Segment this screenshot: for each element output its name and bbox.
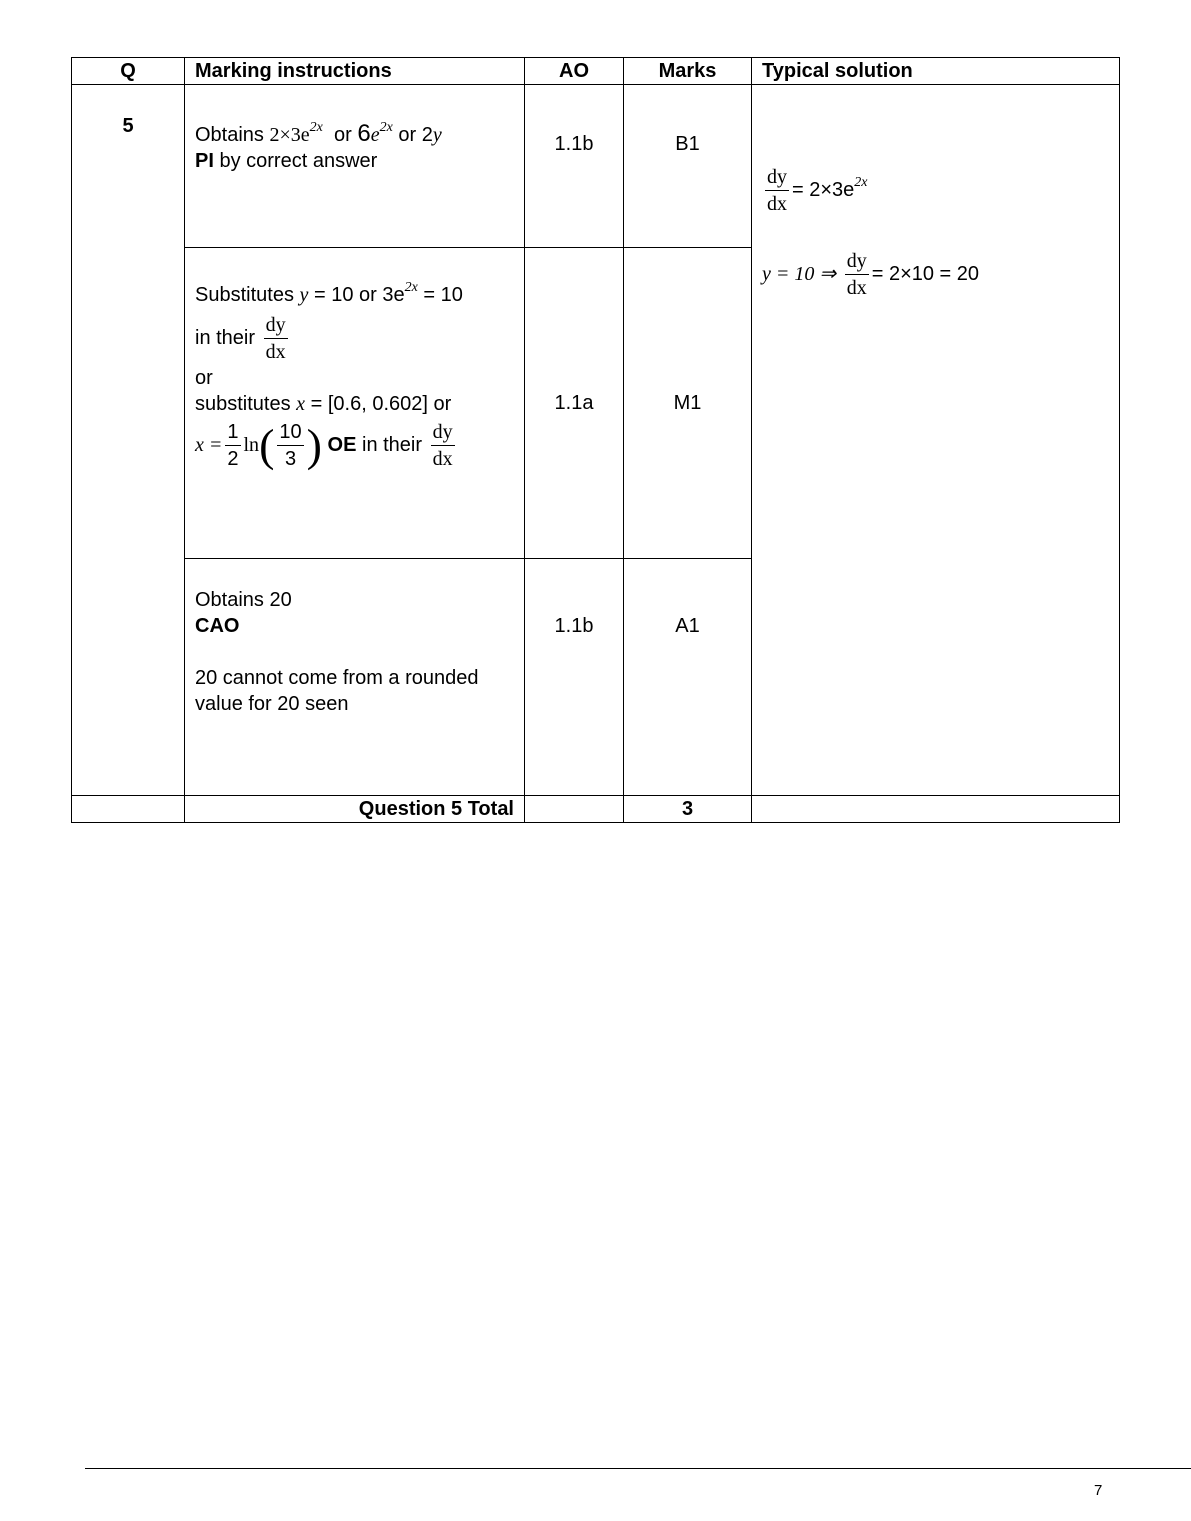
instruction-text: = [0.6, 0.602] or — [305, 393, 452, 415]
fraction-denominator: 3 — [284, 448, 297, 470]
math-term: e — [370, 124, 380, 146]
marks-b1: B1 — [624, 85, 752, 248]
instruction-text: or 2 — [398, 124, 433, 146]
fraction-numerator: dy — [431, 419, 455, 446]
math-term: y — [432, 124, 442, 146]
total-row — [72, 796, 1120, 823]
fraction-numerator: dy — [845, 248, 869, 275]
ten-thirds-fraction — [277, 419, 303, 472]
instruction-b1 — [185, 85, 525, 248]
question-number: 5 — [72, 85, 185, 796]
fraction-numerator: 1 — [225, 419, 240, 446]
math-term: = 10 — [308, 284, 354, 306]
header-q: Q — [72, 58, 185, 85]
total-empty-q — [72, 796, 185, 823]
page-number: 7 — [1094, 1482, 1103, 1499]
derivative-fraction — [431, 419, 455, 472]
math-term: 2×3e — [269, 124, 310, 146]
ao-a1: 1.1b — [525, 559, 624, 796]
mark-scheme — [71, 57, 1120, 823]
instruction-a1 — [185, 559, 525, 796]
marks-a1: A1 — [624, 559, 752, 796]
fraction-denominator: dx — [432, 448, 453, 470]
instruction-text: Obtains — [195, 124, 264, 146]
abbrev-pi: PI — [195, 150, 214, 172]
total-marks: 3 — [624, 796, 752, 823]
fraction-numerator: dy — [264, 312, 288, 339]
fraction-denominator: dx — [265, 341, 286, 363]
abbrev-cao: CAO — [195, 615, 240, 637]
derivative-fraction — [264, 312, 288, 365]
header-row — [72, 58, 1120, 85]
solution-line-1 — [762, 163, 1109, 217]
half-fraction — [225, 419, 240, 472]
math-term: = 10 — [417, 284, 463, 306]
math-term: = 2×10 = 20 — [871, 263, 980, 286]
total-label: Question 5 Total — [185, 796, 525, 823]
mark-scheme-table — [71, 57, 1120, 823]
typical-solution — [752, 85, 1120, 796]
math-term: y — [299, 284, 309, 306]
math-term: = 2×3e — [792, 179, 855, 201]
instruction-note: 20 cannot come from a rounded value for 20 seen — [195, 667, 479, 715]
math-term: 3e — [382, 284, 405, 306]
footer-divider — [85, 1468, 1191, 1469]
solution-line-2 — [762, 247, 1109, 301]
derivative-fraction — [845, 248, 869, 301]
header-marking-instructions: Marking instructions — [185, 58, 525, 85]
instruction-m1: Substitutes y = 10 or $3e^{2x} = 10$ in their $\frac{dy}{dx}$ or substitutes x = [0.6, 0.602] or x = $\frac{1}{2}$ ln( $\frac{10}{3}$ ) OE in their $\frac{dy}{dx}$ — [185, 248, 525, 559]
abbrev-oe: OE — [327, 433, 357, 456]
fraction-denominator: dx — [767, 193, 787, 216]
derivative-fraction — [765, 164, 789, 217]
fraction-numerator: dy — [765, 164, 789, 191]
instruction-text: or — [353, 284, 383, 306]
ao-m1: 1.1a — [525, 248, 624, 559]
math-exponent: 2x — [309, 120, 323, 136]
math-term: ln — [243, 433, 260, 456]
math-exponent: 2x — [404, 280, 418, 296]
instruction-text: or — [195, 367, 213, 389]
header-ao: AO — [525, 58, 624, 85]
ao-b1: 1.1b — [525, 85, 624, 248]
math-exponent: 2x — [379, 120, 393, 136]
instruction-text: in their — [356, 433, 423, 456]
math-term: y = 10 ⇒ — [762, 263, 837, 286]
math-term: x = — [195, 433, 223, 456]
header-typical-solution: Typical solution — [752, 58, 1120, 85]
total-empty-solution — [752, 796, 1120, 823]
marks-m1: M1 — [624, 248, 752, 559]
instruction-text: by correct answer — [213, 150, 378, 172]
instruction-text: or — [334, 124, 352, 146]
header-marks: Marks — [624, 58, 752, 85]
table-row — [72, 85, 1120, 248]
instruction-text: substitutes — [195, 393, 297, 415]
instruction-text: Substitutes — [195, 284, 294, 306]
instruction-text: Obtains 20 — [195, 589, 292, 611]
math-term: 6 — [357, 120, 371, 147]
total-empty-ao — [525, 796, 624, 823]
math-term: x — [296, 393, 306, 415]
fraction-denominator: dx — [846, 277, 867, 300]
math-expr — [269, 120, 323, 146]
fraction-denominator: 2 — [227, 448, 239, 470]
instruction-text: in their — [195, 326, 256, 349]
fraction-numerator: 10 — [277, 419, 303, 446]
math-exponent: 2x — [854, 175, 868, 191]
